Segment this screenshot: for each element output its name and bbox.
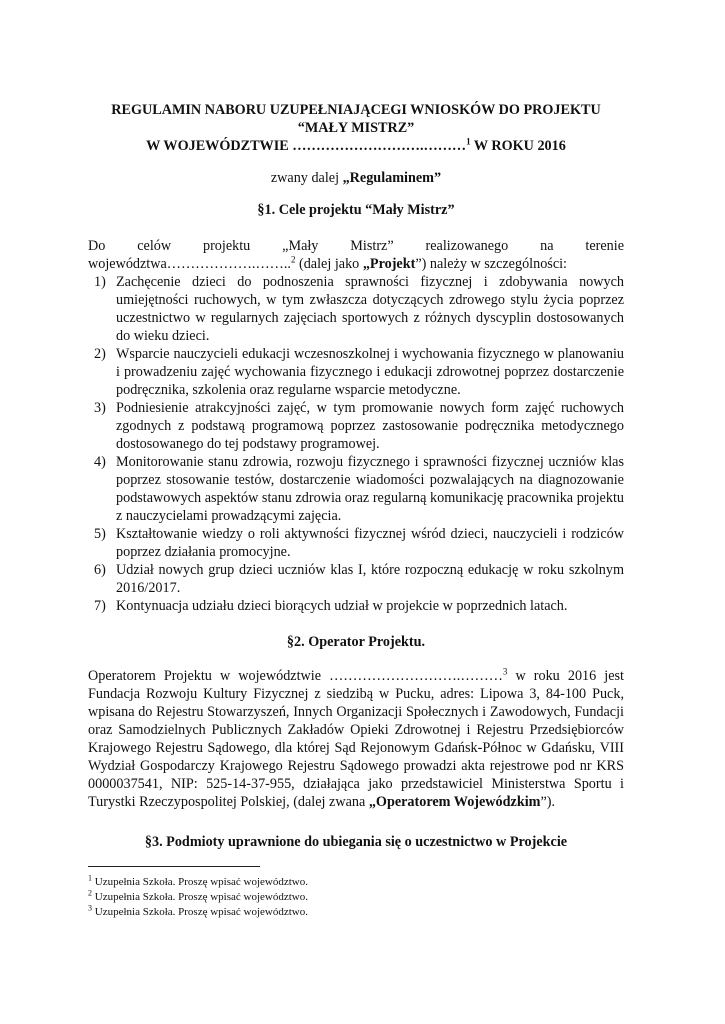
- footnote-divider: [88, 866, 260, 867]
- footnote-ref-2: 2: [290, 254, 296, 265]
- footnote-ref-3: 3: [502, 666, 508, 677]
- section-2-heading: §2. Operator Projektu.: [286, 634, 426, 650]
- footnote-ref-1: 1: [466, 136, 471, 147]
- list-item: 7) Kontynuacja udziału dzieci biorących udział w projekcie w poprzednich latach.: [94, 598, 568, 614]
- document-subtitle: zwany dalej „Regulaminem”: [270, 170, 442, 186]
- footnote: $^1$ Uzupełnia Szkoła. Proszę wpisać województwo.: [88, 873, 308, 888]
- goals-list: [88, 273, 624, 615]
- section-1-heading: §1. Cele projektu “Mały Mistrz”: [257, 202, 455, 218]
- list-item: 5) Kształtowanie wiedzy o roli aktywności fizycznej wśród dzieci, nauczycieli i rodziców poprzez działania promocyjne.: [94, 526, 624, 560]
- list-item: 4) Monitorowanie stanu zdrowia, rozwoju fizycznego i sprawności fizycznej uczniów klas poprzez stosowanie testów, dostarczenie wiadomości pozwalających na diagnozowanie podstawowych aspektów stanu zdrowia oraz regularną komunikację pracownika projektu z nauczycielami prowadzącymi zajęcia.: [94, 454, 624, 524]
- list-item: 6) Udział nowych grup dzieci uczniów klas I, które rozpoczną edukację w roku szkolnym 2016/2017.: [94, 562, 624, 596]
- footnote: $^2$ Uzupełnia Szkoła. Proszę wpisać województwo.: [88, 888, 308, 903]
- list-item: 1) Zachęcenie dzieci do podnoszenia sprawności fizycznej i zdobywania nowych umiejętności ruchowych, w tym zwłaszcza dotyczących zdrowego stylu życia poprzez uczestnictwo w regularnych zajęciach sportowych z różnych dyscyplin dostosowanych do wieku dzieci.: [94, 274, 624, 344]
- title-line-2: “MAŁY MISTRZ”: [297, 120, 415, 136]
- footnotes: [88, 866, 628, 920]
- footnote: $^3$ Uzupełnia Szkoła. Proszę wpisać województwo.: [88, 903, 308, 918]
- document-page: [88, 0, 624, 851]
- list-item: 2) Wsparcie nauczycieli edukacji wczesnoszkolnej i wychowania fizycznego w planowaniu i prowadzeniu zajęć wychowania fizycznego i edukacji zdrowotnej poprzez dostarczenie podręcznika, szkolenia oraz regularne wsparcie metodyczne.: [94, 346, 624, 398]
- title-line-3: W WOJEWÓDZTWIE ……………………….………$^1$ W ROKU 2016: [146, 136, 566, 154]
- section-3-heading: §3. Podmioty uprawnione do ubiegania się o uczestnictwo w Projekcie: [144, 834, 568, 850]
- title-line-1: REGULAMIN NABORU UZUPEŁNIAJĄCEGI WNIOSKÓW DO PROJEKTU: [111, 102, 601, 118]
- document-title: [88, 101, 624, 155]
- list-item: 3) Podniesienie atrakcyjności zajęć, w tym promowanie nowych form zajęć ruchowych zgodnych z podstawą programową poprzez zastosowanie podręcznika metodycznego dostosowanego do tej podstawy programowej.: [94, 400, 624, 452]
- section-2-text: Operatorem Projektu w województwie ……………………….………$^3$ w roku 2016 jest Fundacja Rozwoju Kultury Fizycznej z siedzibą w Pucku, adres: Lipowa 3, 84-100 Puck, wpisana do Rejestru Stowarzyszeń, Innych Organizacji Społecznych i Zawodowych, Fundacji oraz Samodzielnych Publicznych Zakładów Opieki Zdrowotnej i Rejestru Przedsiębiorców Krajowego Rejestru Sądowego, dla której Sąd Rejonowym Gdańsk-Północ w Gdańsku, VIII Wydział Gospodarczy Krajowego Rejestru Sądowego prowadzi akta rejestrowe pod nr KRS 0000037541, NIP: 525-14-37-955, działająca jako przedstawiciel Ministerstwa Sportu i Turystki Rzeczypospolitej Polskiej, (dalej zwana „Operatorem Wojewódzkim”).: [88, 666, 624, 810]
- section-1-intro: Do celów projektu „Mały Mistrz” realizowanego na terenie województwa……………….……..$^2$ (dalej jako „Projekt”) należy w szczególności:: [88, 238, 624, 272]
